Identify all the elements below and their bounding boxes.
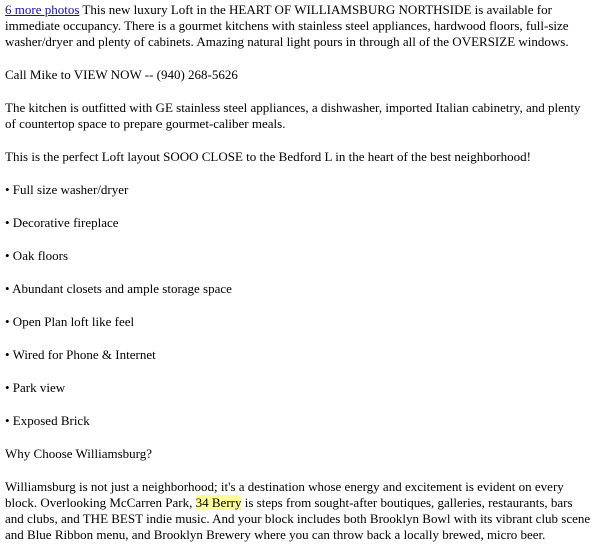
why-heading: Why Choose Williamsburg? (5, 446, 153, 461)
neighborhood-paragraph (5, 479, 592, 543)
layout-paragraph: This is the perfect Loft layout SOOO CLOSE to the Bedford L in the heart of the best neighborhood! (5, 149, 531, 164)
feature-list (5, 182, 592, 429)
feature-item: • Park view (5, 380, 66, 395)
more-photos-link[interactable]: 6 more photos (5, 2, 80, 17)
intro-paragraph (5, 2, 592, 50)
feature-item: • Wired for Phone & Internet (5, 347, 156, 362)
intro-text: This new luxury Loft in the HEART OF WILLIAMSBURG NORTHSIDE is available for immediate occupancy. There is a gourmet kitchens with stainless steel appliances, hardwood floors, full-size washer/dryer and plenty of cabinets. Amazing natural light pours in through all of the OVERSIZE windows. (5, 2, 569, 49)
kitchen-paragraph: The kitchen is outfitted with GE stainless steel appliances, a dishwasher, imported Italian cabinetry, and plenty of countertop space to prepare gourmet-caliber meals. (5, 100, 581, 131)
feature-item: • Oak floors (5, 248, 69, 263)
feature-item: • Abundant closets and ample storage space (5, 281, 232, 296)
neighborhood-text-before: Williamsburg is not just a neighborhood; it's a destination whose energy and excitement is evident on every block. Overlooking McCarren Park, (5, 479, 564, 510)
feature-item: • Decorative fireplace (5, 215, 119, 230)
address-highlight[interactable]: 34 Berry (195, 495, 242, 510)
feature-item: • Open Plan loft like feel (5, 314, 135, 329)
neighborhood-text-after: is steps from sought-after boutiques, galleries, restaurants, bars and clubs, and THE BEST indie music. And your block includes both Brooklyn Bowl with its vibrant club scene and Blue Ribbon menu, and Brooklyn Brewery where you can throw back a locally brewed, micro beer. (5, 495, 591, 542)
feature-item: • Full size washer/dryer (5, 182, 129, 197)
contact-line: Call Mike to VIEW NOW -- (940) 268-5626 (5, 67, 238, 82)
feature-item: • Exposed Brick (5, 413, 90, 428)
